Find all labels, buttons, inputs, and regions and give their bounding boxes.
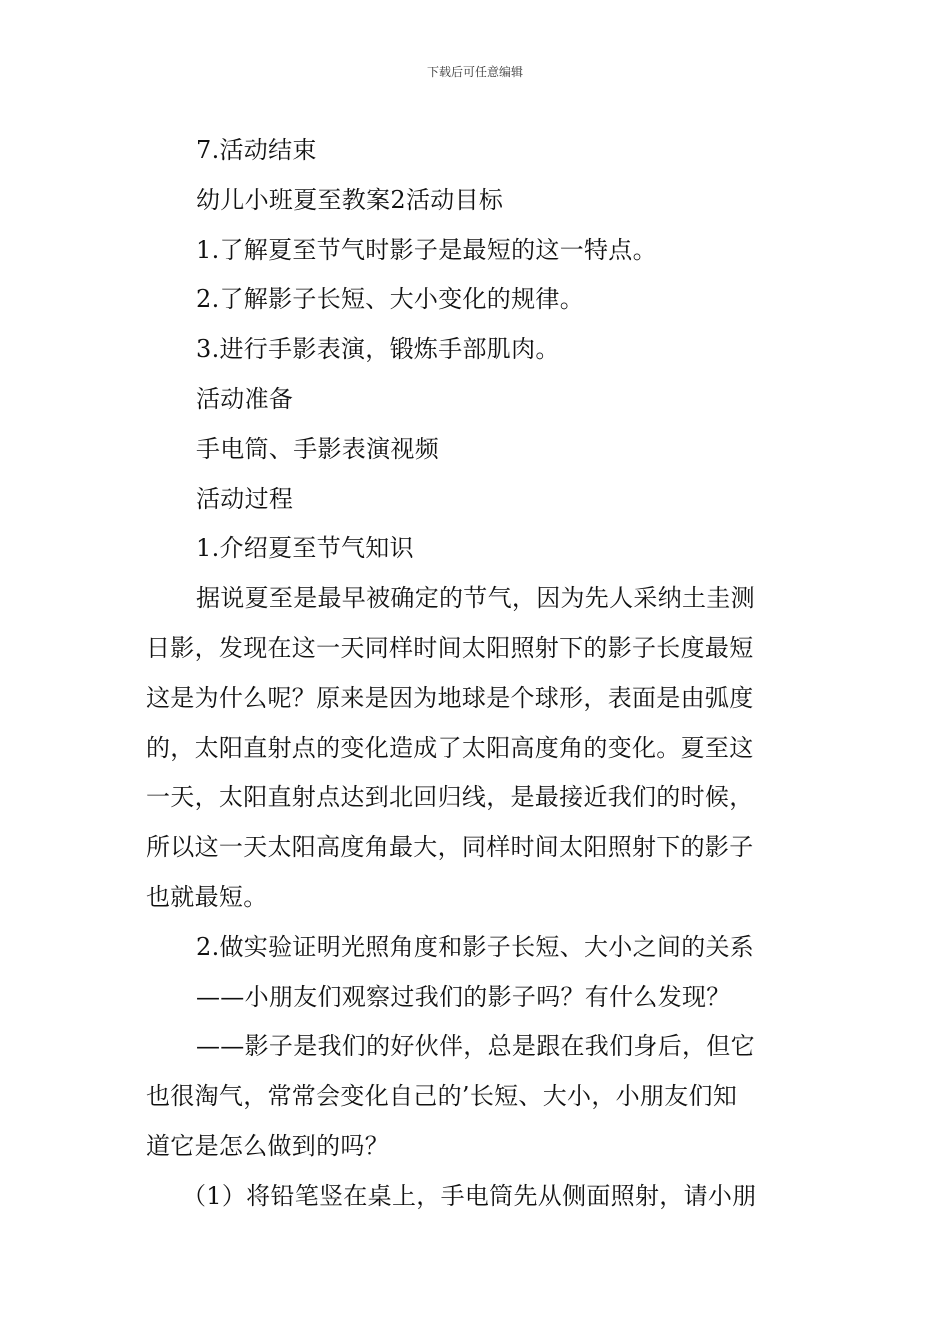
- paragraph-line: 道它是怎么做到的吗？: [146, 1131, 389, 1160]
- paragraph-line: 日影，发现在这一天同样时间太阳照射下的影子长度最短: [146, 633, 754, 662]
- process-step-2-heading: 2.做实验证明光照角度和影子长短、大小之间的关系: [196, 932, 755, 961]
- goal-item-1: 1.了解夏至节气时影子是最短的这一特点。: [196, 235, 657, 264]
- paragraph-line: 也就最短。: [146, 882, 268, 911]
- document-body: [146, 126, 808, 1222]
- paragraph-line: 据说夏至是最早被确定的节气，因为先人采纳土圭测: [196, 584, 755, 613]
- section-heading-preparation: 活动准备: [196, 384, 294, 413]
- paragraph-line: 的，太阳直射点的变化造成了太阳高度角的变化。夏至这: [146, 733, 754, 762]
- goal-item-2: 2.了解影子长短、大小变化的规律。: [196, 285, 584, 314]
- goal-item-3: 3.进行手影表演，锻炼手部肌肉。: [196, 335, 560, 364]
- dialogue-line: ——影子是我们的好伙伴，总是跟在我们身后，但它: [196, 1032, 755, 1061]
- paragraph-line: 一天，太阳直射点达到北回归线，是最接近我们的时候，: [146, 783, 754, 812]
- process-step-1-heading: 1.介绍夏至节气知识: [196, 534, 414, 563]
- paragraph-line: 这是为什么呢？原来是因为地球是个球形，表面是由弧度: [146, 683, 754, 712]
- dialogue-line: ——小朋友们观察过我们的影子吗？有什么发现？: [196, 982, 731, 1011]
- page-header-note: 下载后可任意编辑: [426, 65, 523, 79]
- section-heading-process: 活动过程: [196, 484, 294, 513]
- experiment-step-1: （1）将铅笔竖在桌上，手电筒先从侧面照射，请小朋: [182, 1181, 757, 1210]
- lesson-plan-title: 幼儿小班夏至教案2活动目标: [196, 185, 504, 214]
- preparation-materials: 手电筒、手影表演视频: [196, 434, 439, 463]
- paragraph-line: 所以这一天太阳高度角最大，同样时间太阳照射下的影子: [146, 833, 754, 862]
- paragraph-line: 也很淘气，常常会变化自己的’长短、大小，小朋友们知: [146, 1082, 738, 1111]
- section-heading-activity-end: 7.活动结束: [196, 136, 317, 164]
